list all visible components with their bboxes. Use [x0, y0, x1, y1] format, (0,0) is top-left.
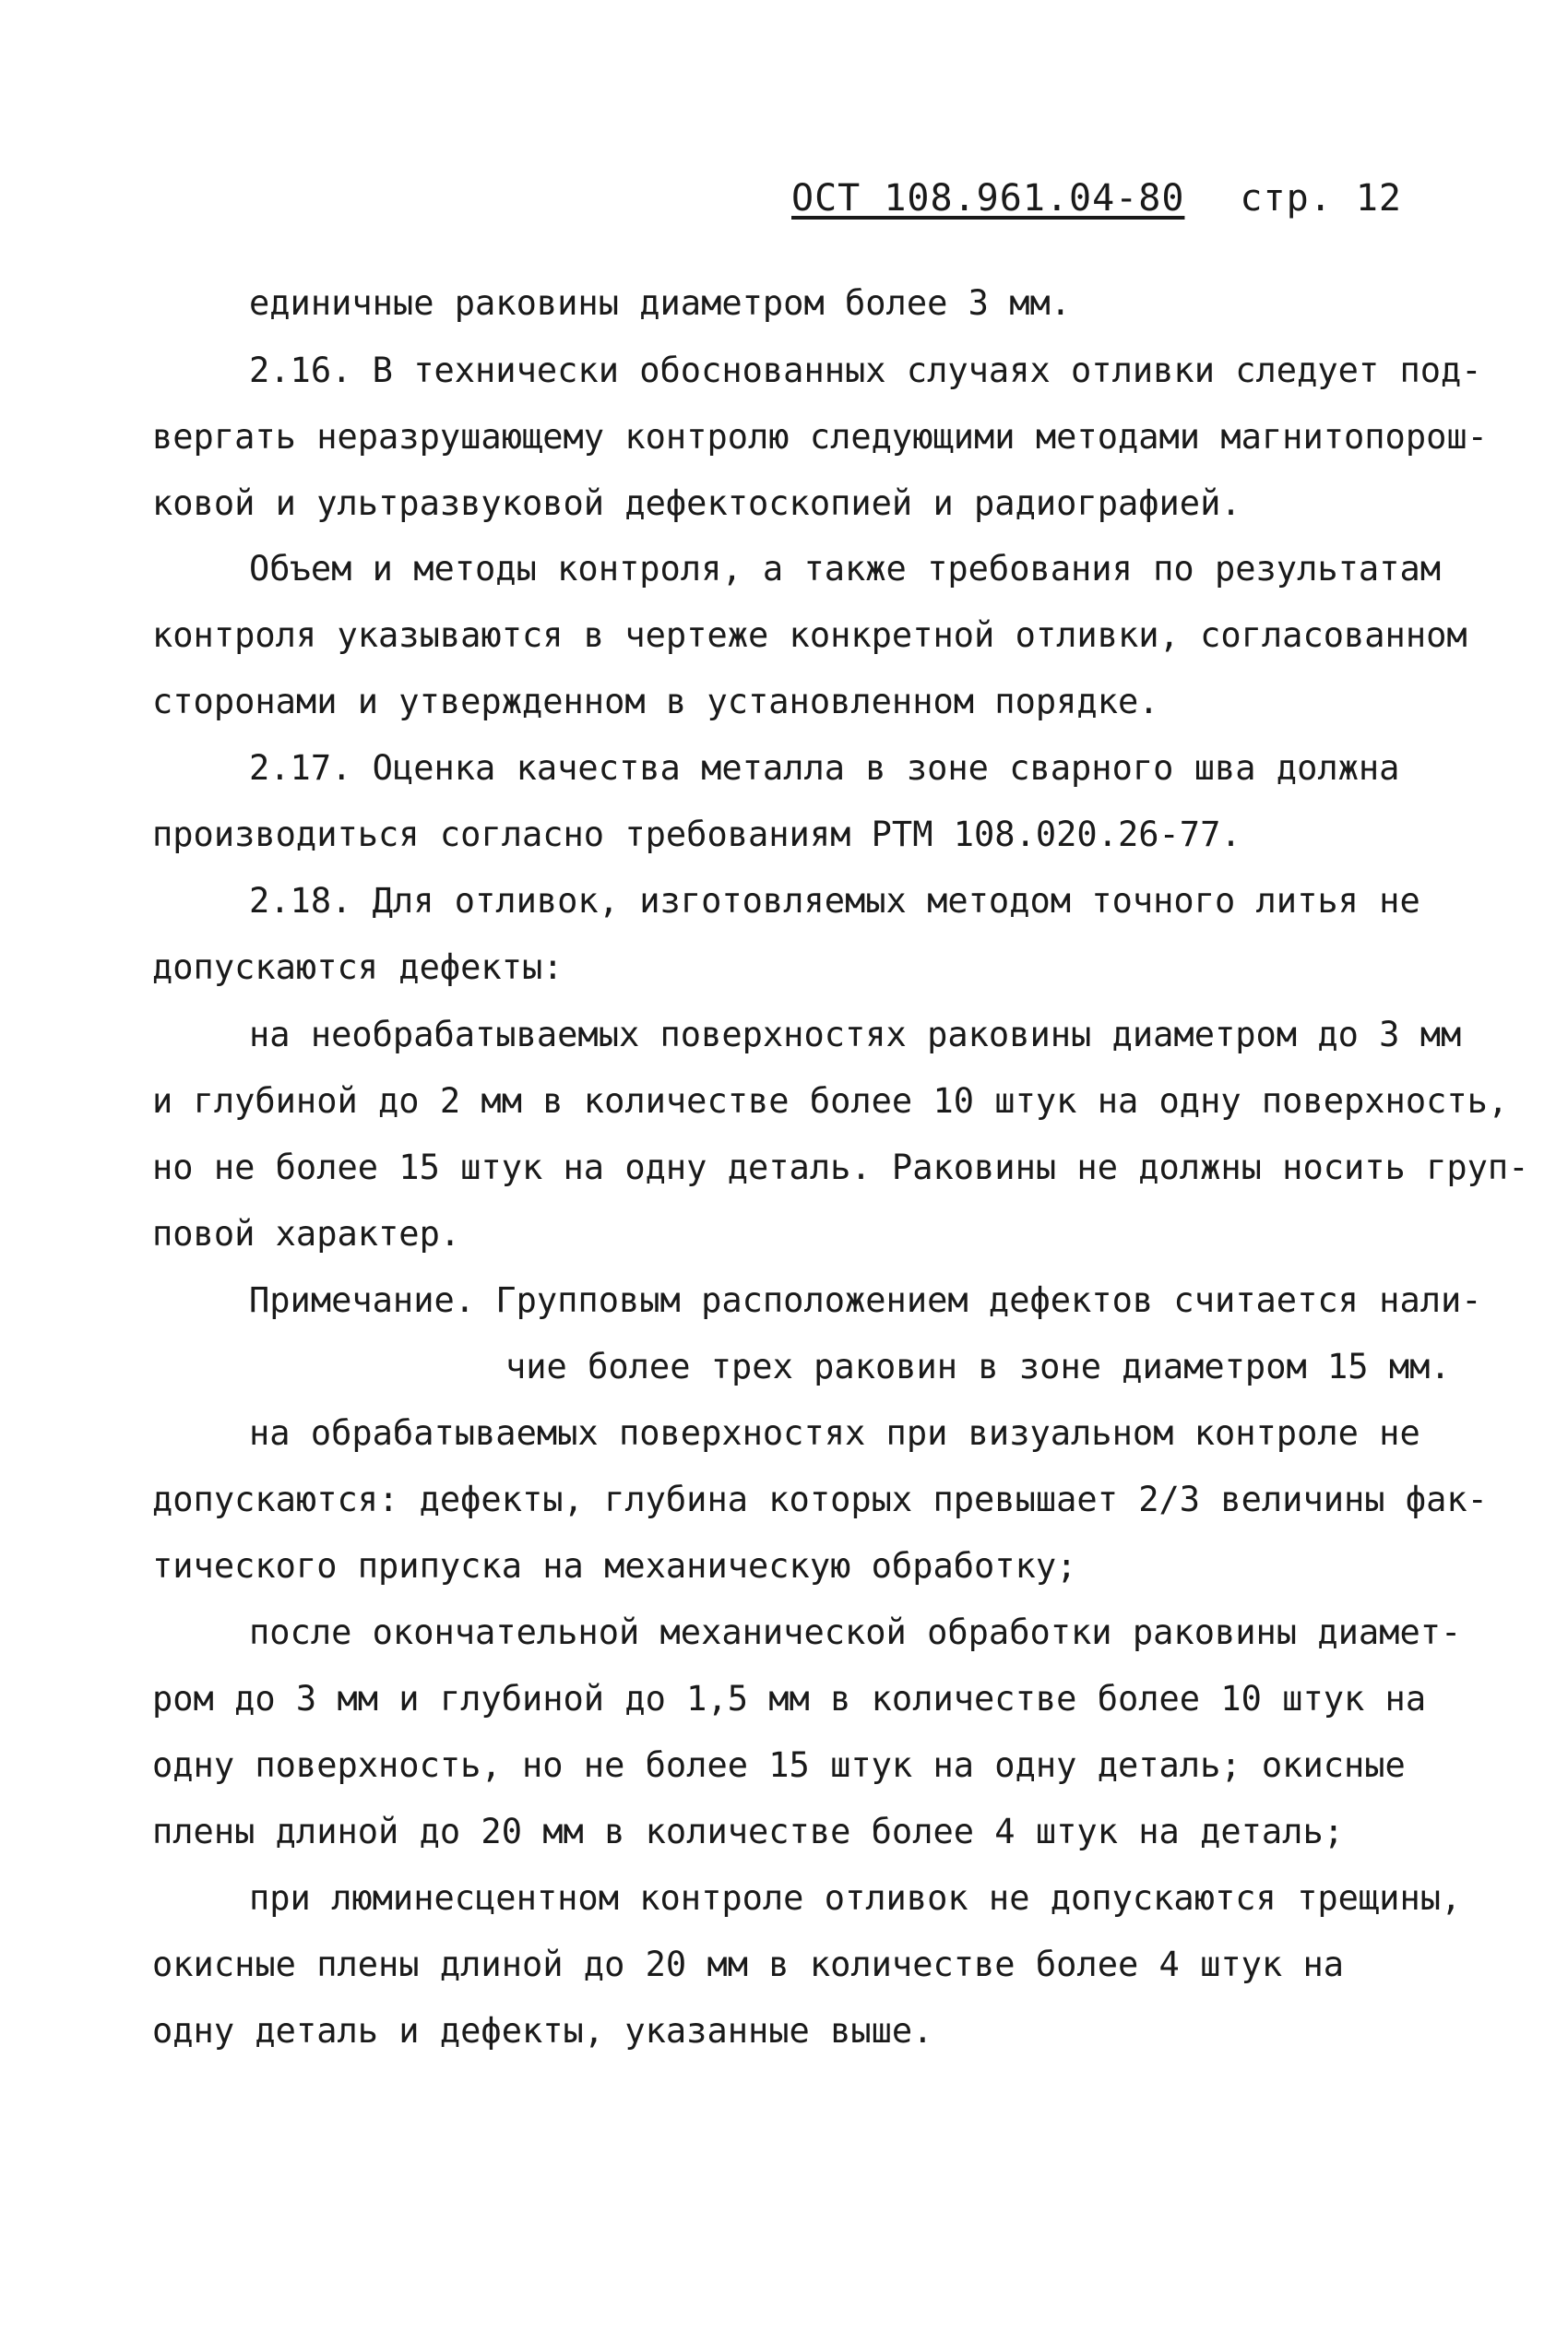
text-line: допускаются: дефекты, глубина которых превышает 2/3 величины фак-	[152, 1480, 1488, 1519]
text-line: 2.16. В технически обоснованных случаях отливки следует под-	[249, 351, 1482, 390]
text-line: одну деталь и дефекты, указанные выше.	[152, 2011, 933, 2051]
text-line: допускаются дефекты:	[152, 947, 564, 987]
text-line: тического припуска на механическую обработку;	[152, 1546, 1077, 1586]
text-line: ковой и ультразвуковой дефектоскопией и радиографией.	[152, 483, 1241, 523]
note-line: Примечание. Групповым расположением дефектов считается нали-	[249, 1280, 1482, 1320]
text-line: ром до 3 мм и глубиной до 1,5 мм в количестве более 10 штук на	[152, 1679, 1427, 1719]
page-header	[791, 177, 1402, 220]
page-number: стр. 12	[1240, 177, 1402, 220]
text-line: но не более 15 штук на одну деталь. Раковины не должны носить груп-	[152, 1148, 1529, 1187]
text-line: производиться согласно требованиям РТМ 108.020.26-77.	[152, 815, 1241, 854]
text-line: на обрабатываемых поверхностях при визуальном контроле не	[249, 1413, 1420, 1453]
text-line: окисные плены длиной до 20 мм в количестве более 4 штук на	[152, 1945, 1345, 1984]
text-line: после окончательной механической обработки раковины диамет-	[249, 1612, 1462, 1652]
text-line: плены длиной до 20 мм в количестве более 4 штук на деталь;	[152, 1812, 1345, 1851]
text-line: 2.18. Для отливок, изготовляемых методом точного литья не	[249, 881, 1420, 921]
text-line: на необрабатываемых поверхностях раковины диаметром до 3 мм	[249, 1015, 1462, 1054]
note-line: чие более трех раковин в зоне диаметром 15 мм.	[505, 1347, 1451, 1386]
standard-number: ОСТ 108.961.04-80	[791, 177, 1185, 220]
text-line: контроля указываются в чертеже конкретной отливки, согласованном	[152, 615, 1467, 655]
text-line: повой характер.	[152, 1214, 461, 1254]
text-line: единичные раковины диаметром более 3 мм.	[249, 283, 1072, 323]
text-line: и глубиной до 2 мм в количестве более 10 штук на одну поверхность,	[152, 1081, 1509, 1121]
text-line: одну поверхность, но не более 15 штук на одну деталь; окисные	[152, 1745, 1406, 1785]
text-line: сторонами и утвержденном в установленном порядке.	[152, 682, 1159, 721]
text-line: вергать неразрушающему контролю следующими методами магнитопорош-	[152, 417, 1488, 457]
text-line: Объем и методы контроля, а также требования по результатам	[249, 549, 1442, 589]
text-line: при люминесцентном контроле отливок не допускаются трещины,	[249, 1878, 1462, 1918]
text-line: 2.17. Оценка качества металла в зоне сварного шва должна	[249, 748, 1400, 788]
